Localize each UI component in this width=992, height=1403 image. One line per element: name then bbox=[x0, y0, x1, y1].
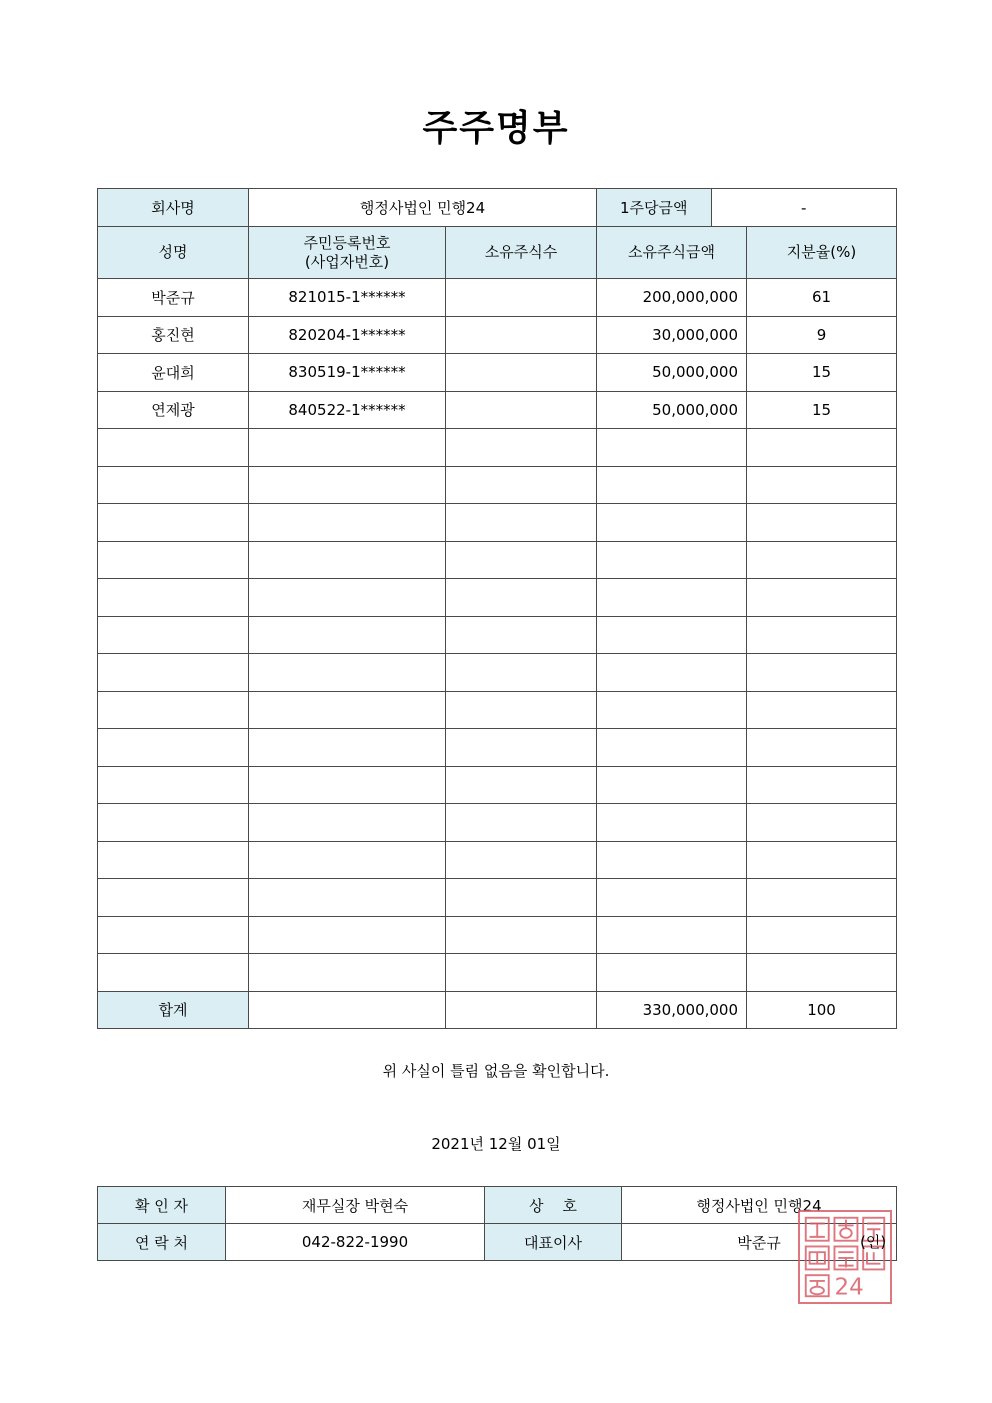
cell-id bbox=[249, 804, 446, 842]
cell-name: 연제광 bbox=[98, 391, 249, 429]
cell-amount: 50,000,000 bbox=[597, 391, 747, 429]
company-seal-stamp bbox=[798, 1210, 892, 1304]
table-row bbox=[98, 916, 897, 954]
ceo-name: 박준규 bbox=[737, 1233, 781, 1252]
cell-amount bbox=[597, 804, 747, 842]
cell-ratio bbox=[747, 466, 897, 504]
cell-ratio: 61 bbox=[747, 279, 897, 317]
cell-amount bbox=[597, 954, 747, 992]
cell-id bbox=[249, 429, 446, 467]
cell-ratio bbox=[747, 804, 897, 842]
cell-ratio bbox=[747, 579, 897, 617]
cell-id bbox=[249, 654, 446, 692]
cell-ratio bbox=[747, 429, 897, 467]
table-row bbox=[98, 316, 897, 354]
cell-shares bbox=[446, 766, 597, 804]
cell-amount bbox=[597, 654, 747, 692]
table-row bbox=[98, 804, 897, 842]
cell-name: 윤대희 bbox=[98, 354, 249, 392]
company-name-value: 행정사법인 민행24 bbox=[249, 189, 597, 227]
contact-label: 연 락 처 bbox=[98, 1224, 226, 1261]
cell-amount bbox=[597, 504, 747, 542]
cell-shares bbox=[446, 316, 597, 354]
cell-shares bbox=[446, 916, 597, 954]
cell-name bbox=[98, 429, 249, 467]
table-row bbox=[98, 616, 897, 654]
cell-id bbox=[249, 766, 446, 804]
cell-name bbox=[98, 654, 249, 692]
cell-amount bbox=[597, 429, 747, 467]
cell-name bbox=[98, 916, 249, 954]
cell-ratio: 15 bbox=[747, 391, 897, 429]
cell-ratio: 9 bbox=[747, 316, 897, 354]
cell-shares bbox=[446, 691, 597, 729]
cell-shares bbox=[446, 804, 597, 842]
cell-shares bbox=[446, 954, 597, 992]
cell-amount bbox=[597, 579, 747, 617]
total-id-cell bbox=[249, 991, 446, 1029]
cell-amount bbox=[597, 766, 747, 804]
cell-ratio bbox=[747, 766, 897, 804]
cell-amount: 200,000,000 bbox=[597, 279, 747, 317]
total-ratio: 100 bbox=[747, 991, 897, 1029]
cell-amount: 50,000,000 bbox=[597, 354, 747, 392]
total-label: 합계 bbox=[98, 991, 249, 1029]
cell-id bbox=[249, 466, 446, 504]
cell-ratio bbox=[747, 654, 897, 692]
cell-shares bbox=[446, 279, 597, 317]
cell-name bbox=[98, 504, 249, 542]
cell-name bbox=[98, 766, 249, 804]
confirmation-statement: 위 사실이 틀림 없음을 확인합니다. bbox=[382, 1062, 610, 1080]
table-row bbox=[98, 504, 897, 542]
cell-shares bbox=[446, 504, 597, 542]
cell-id bbox=[249, 579, 446, 617]
confirmer-value: 재무실장 박현숙 bbox=[226, 1187, 485, 1224]
cell-ratio bbox=[747, 879, 897, 917]
table-row bbox=[98, 466, 897, 504]
cell-id bbox=[249, 691, 446, 729]
col-header-id-line1: 주민등록번호 bbox=[303, 233, 391, 252]
col-header-id-line2: (사업자번호) bbox=[304, 252, 390, 271]
table-row bbox=[98, 354, 897, 392]
issue-date: 2021년 12월 01일 bbox=[431, 1135, 561, 1153]
cell-amount bbox=[597, 691, 747, 729]
total-shares bbox=[446, 991, 597, 1029]
cell-id: 840522-1****** bbox=[249, 391, 446, 429]
cell-shares bbox=[446, 541, 597, 579]
page-title: 주주명부 bbox=[422, 108, 570, 149]
col-header-amount: 소유주식금액 bbox=[597, 227, 747, 279]
seal-graphic bbox=[800, 1212, 890, 1302]
cell-shares bbox=[446, 841, 597, 879]
total-amount: 330,000,000 bbox=[597, 991, 747, 1029]
cell-id bbox=[249, 841, 446, 879]
cell-shares bbox=[446, 354, 597, 392]
cell-name bbox=[98, 691, 249, 729]
company-name-label: 회사명 bbox=[98, 189, 249, 227]
cell-shares bbox=[446, 429, 597, 467]
cell-id bbox=[249, 879, 446, 917]
cell-amount bbox=[597, 466, 747, 504]
cell-id bbox=[249, 616, 446, 654]
trade-name-value: 행정사법인 민행24 bbox=[622, 1187, 897, 1224]
seal-number: 24 bbox=[834, 1274, 864, 1301]
cell-ratio: 15 bbox=[747, 354, 897, 392]
table-row bbox=[98, 579, 897, 617]
confirmation-table bbox=[97, 1186, 897, 1261]
cell-id: 830519-1****** bbox=[249, 354, 446, 392]
cell-name bbox=[98, 579, 249, 617]
col-header-shares: 소유주식수 bbox=[446, 227, 597, 279]
cell-amount bbox=[597, 616, 747, 654]
cell-amount bbox=[597, 729, 747, 767]
col-header-ratio: 지분율(%) bbox=[747, 227, 897, 279]
share-price-value: - bbox=[801, 198, 807, 217]
cell-ratio bbox=[747, 954, 897, 992]
cell-name bbox=[98, 729, 249, 767]
table-row bbox=[98, 541, 897, 579]
cell-ratio bbox=[747, 916, 897, 954]
shareholder-table bbox=[97, 188, 897, 1029]
cell-amount bbox=[597, 841, 747, 879]
table-row bbox=[98, 279, 897, 317]
cell-ratio bbox=[747, 504, 897, 542]
cell-name bbox=[98, 954, 249, 992]
cell-amount bbox=[597, 916, 747, 954]
cell-name bbox=[98, 879, 249, 917]
cell-name bbox=[98, 804, 249, 842]
cell-shares bbox=[446, 729, 597, 767]
cell-name bbox=[98, 466, 249, 504]
table-row bbox=[98, 879, 897, 917]
confirmer-label: 확 인 자 bbox=[98, 1187, 226, 1224]
cell-ratio bbox=[747, 541, 897, 579]
cell-shares bbox=[446, 879, 597, 917]
contact-value: 042-822-1990 bbox=[226, 1224, 485, 1261]
cell-ratio bbox=[747, 616, 897, 654]
trade-name-label: 상 호 bbox=[485, 1187, 622, 1224]
cell-amount bbox=[597, 879, 747, 917]
cell-id bbox=[249, 541, 446, 579]
table-row bbox=[98, 691, 897, 729]
cell-shares bbox=[446, 466, 597, 504]
cell-name bbox=[98, 541, 249, 579]
cell-id: 821015-1****** bbox=[249, 279, 446, 317]
cell-id bbox=[249, 916, 446, 954]
cell-name: 홍진현 bbox=[98, 316, 249, 354]
ceo-label: 대표이사 bbox=[485, 1224, 622, 1261]
cell-id bbox=[249, 954, 446, 992]
cell-ratio bbox=[747, 841, 897, 879]
cell-shares bbox=[446, 579, 597, 617]
table-row bbox=[98, 654, 897, 692]
share-price-label: 1주당금액 bbox=[597, 189, 711, 226]
table-row bbox=[98, 766, 897, 804]
cell-name bbox=[98, 616, 249, 654]
cell-amount: 30,000,000 bbox=[597, 316, 747, 354]
cell-shares bbox=[446, 616, 597, 654]
seal-mark: (인) bbox=[860, 1233, 887, 1251]
table-row bbox=[98, 729, 897, 767]
col-header-name: 성명 bbox=[98, 227, 249, 279]
table-row bbox=[98, 429, 897, 467]
table-row bbox=[98, 391, 897, 429]
cell-shares bbox=[446, 391, 597, 429]
cell-id: 820204-1****** bbox=[249, 316, 446, 354]
table-row bbox=[98, 841, 897, 879]
cell-id bbox=[249, 729, 446, 767]
col-header-id bbox=[249, 227, 446, 279]
table-row bbox=[98, 954, 897, 992]
cell-ratio bbox=[747, 729, 897, 767]
cell-amount bbox=[597, 541, 747, 579]
cell-shares bbox=[446, 654, 597, 692]
cell-name: 박준규 bbox=[98, 279, 249, 317]
cell-name bbox=[98, 841, 249, 879]
cell-ratio bbox=[747, 691, 897, 729]
cell-id bbox=[249, 504, 446, 542]
